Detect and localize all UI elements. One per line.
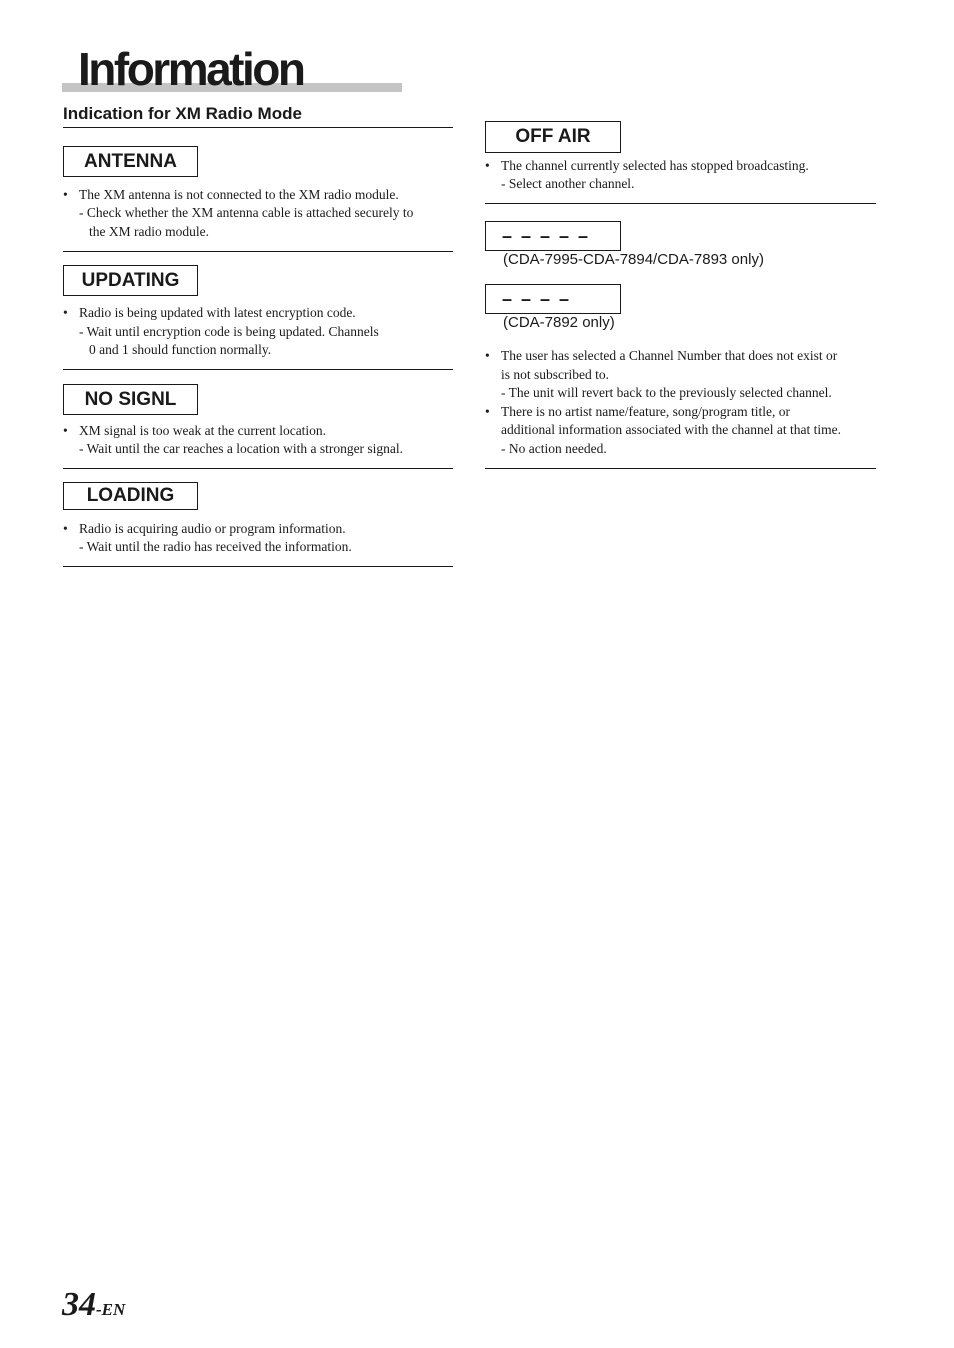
antenna-line-2: - Check whether the XM antenna cable is attached securely to (79, 205, 414, 220)
no-signal-display-label: NO SIGNL (63, 384, 198, 415)
no-signal-line-1: XM signal is too weak at the current location. (79, 423, 327, 438)
dash-item2-line-1: There is no artist name/feature, song/program title, or (501, 404, 791, 419)
updating-line-2: - Wait until encryption code is being updated. Channels (79, 324, 379, 339)
section-heading-rule (63, 127, 453, 128)
page-number-value: 34 (62, 1286, 96, 1323)
no-signal-line-2: - Wait until the car reaches a location with a stronger signal. (79, 441, 404, 456)
page-title: Information (78, 43, 304, 95)
four-dash-display-label: – – – – (485, 284, 621, 314)
antenna-line-3: the XM radio module. (89, 224, 209, 239)
bullet-mark: • (485, 348, 490, 363)
off-air-line-1: The channel currently selected has stopped broadcasting. (501, 158, 809, 173)
page-number (62, 1286, 125, 1324)
antenna-divider (63, 251, 453, 252)
updating-line-1: Radio is being updated with latest encryption code. (79, 305, 356, 320)
loading-divider (63, 566, 453, 567)
loading-display-label: LOADING (63, 482, 198, 510)
off-air-line-2: - Select another channel. (501, 176, 635, 191)
dash-item2-line-2: additional information associated with the channel at that time. (501, 422, 842, 437)
loading-line-2: - Wait until the radio has received the information. (79, 539, 352, 554)
off-air-divider (485, 203, 876, 204)
off-air-display-label: OFF AIR (485, 121, 621, 153)
updating-display-label: UPDATING (63, 265, 198, 296)
section-heading: Indication for XM Radio Mode (63, 104, 302, 123)
bullet-mark: • (63, 423, 68, 438)
antenna-line-1: The XM antenna is not connected to the XM radio module. (79, 187, 399, 202)
dash-item2-line-3: - No action needed. (501, 441, 607, 456)
bullet-mark: • (63, 521, 68, 536)
bullet-mark: • (63, 187, 68, 202)
five-dash-display-label: – – – – – (485, 221, 621, 251)
dash-item1-line-3: - The unit will revert back to the previously selected channel. (501, 385, 832, 400)
bullet-mark: • (485, 404, 490, 419)
antenna-display-label: ANTENNA (63, 146, 198, 177)
bullet-mark: • (63, 305, 68, 320)
dash-item1-line-1: The user has selected a Channel Number that does not exist or (501, 348, 838, 363)
dash-item1-line-2: is not subscribed to. (501, 367, 609, 382)
loading-line-1: Radio is acquiring audio or program information. (79, 521, 346, 536)
four-dash-model-note: (CDA-7892 only) (503, 314, 615, 331)
updating-line-3: 0 and 1 should function normally. (89, 342, 272, 357)
bullet-mark: • (485, 158, 490, 173)
five-dash-model-note: (CDA-7995-CDA-7894/CDA-7893 only) (503, 251, 764, 268)
page-title-block (62, 43, 402, 95)
no-signal-divider (63, 468, 453, 469)
page-number-suffix: -EN (96, 1300, 126, 1319)
dash-section-divider (485, 468, 876, 469)
updating-divider (63, 369, 453, 370)
